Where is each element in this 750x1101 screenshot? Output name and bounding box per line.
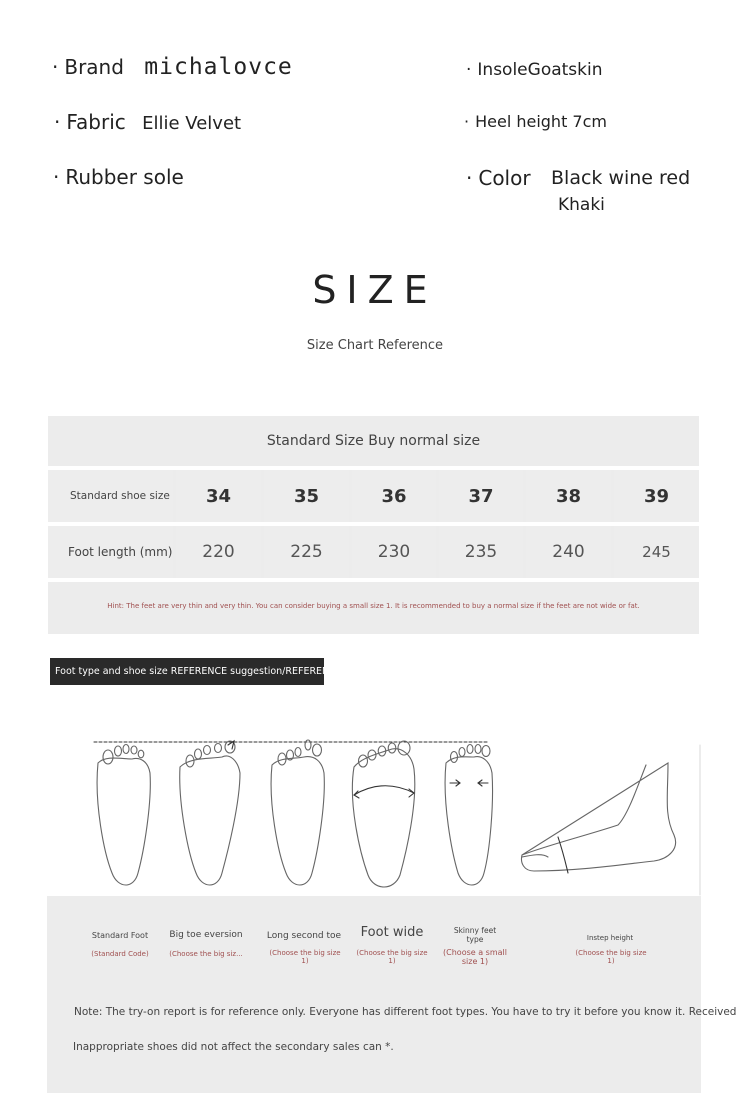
foot-type-label: Instep height (586, 934, 634, 942)
foot-length-value: 235 (464, 542, 498, 562)
brand-label: Brand (64, 55, 124, 79)
foot-length-value: 245 (642, 543, 671, 561)
foot-length-cell (264, 526, 349, 578)
reference-banner: Foot type and shoe size REFERENCE suggestion/REFERENCE (50, 658, 324, 685)
foot-type-sub: (Choose a small size 1) (443, 948, 507, 966)
bullet: · (466, 60, 472, 80)
foot-length-value: 230 (377, 542, 411, 562)
foot-length-value: 240 (552, 542, 585, 562)
spec-fabric (54, 110, 241, 134)
size-value: 37 (468, 485, 494, 507)
foot-length-cell (614, 526, 699, 578)
size-row (48, 470, 699, 522)
foot-type-sub: (Choose the big size 1) (575, 949, 647, 965)
brand-value: michalovce (144, 54, 293, 80)
foot-wide-icon (352, 741, 414, 887)
size-value: 38 (555, 485, 582, 507)
foot-length-cell (352, 526, 436, 578)
spec-insole (466, 60, 603, 80)
size-cell (439, 470, 523, 522)
spec-sole (53, 165, 184, 189)
bullet: · (53, 165, 60, 189)
foot-type-sub: (Standard Code) (91, 950, 149, 958)
foot-types-illustration (48, 735, 702, 897)
foot-type-label: Standard Foot (91, 931, 149, 940)
size-cell (176, 470, 261, 522)
note-line-2: Inappropriate shoes did not affect the secondary sales can *. (73, 1041, 394, 1053)
foot-type-label: Long second toe (266, 931, 342, 941)
foot-type-label: Skinny feet type (453, 926, 497, 944)
foot-length-value: 220 (202, 542, 235, 562)
color-value-1: Black wine red (551, 167, 691, 189)
instep-height-icon (522, 745, 701, 895)
size-cell (352, 470, 436, 522)
size-cell (526, 470, 611, 522)
spec-heel (464, 112, 607, 131)
foot-type-sub: (Choose the big siz... (169, 950, 243, 958)
foot-length-cell (526, 526, 611, 578)
foot-length-value: 225 (290, 542, 323, 562)
color-value-2: Khaki (558, 195, 605, 215)
standard-foot-icon (97, 745, 150, 886)
foot-length-cell (176, 526, 261, 578)
divider (48, 578, 699, 582)
size-table-header: Standard Size Buy normal size (266, 433, 481, 449)
size-value: 35 (293, 485, 320, 507)
size-table (48, 416, 699, 634)
bullet: · (464, 112, 470, 131)
size-cell (614, 470, 699, 522)
foot-type-label: Big toe eversion (169, 930, 243, 940)
note-line-1: Note: The try-on report is for reference only. Everyone has different foot types. You have to try it before you know it. Received (74, 1006, 737, 1018)
big-toe-eversion-icon (180, 741, 240, 885)
size-row-label: Standard shoe size (48, 470, 173, 522)
sole-value: Rubber sole (65, 165, 184, 189)
size-cell (264, 470, 349, 522)
insole-label: Insole (477, 60, 528, 80)
fabric-label: Fabric (66, 110, 126, 134)
size-value: 34 (205, 485, 232, 507)
spec-brand (52, 54, 293, 80)
foot-length-label: Foot length (mm) (48, 526, 173, 578)
heel-value: Heel height 7cm (475, 112, 607, 131)
bullet: · (466, 166, 473, 190)
size-value: 36 (381, 485, 407, 507)
skinny-feet-icon (445, 745, 492, 886)
spec-color (466, 166, 531, 190)
size-hint: Hint: The feet are very thin and very thin. You can consider buying a small size 1. It is recommended to buy a normal size if the feet are not wide or fat. (107, 602, 640, 610)
size-subtitle: Size Chart Reference (306, 338, 444, 353)
foot-type-sub: (Choose the big size 1) (356, 949, 428, 965)
bullet: · (52, 55, 59, 79)
long-second-toe-icon (271, 740, 324, 885)
size-title: SIZE (312, 268, 438, 312)
foot-length-cell (439, 526, 523, 578)
insole-value: Goatskin (527, 60, 603, 80)
foot-length-row (48, 526, 699, 578)
foot-type-sub: (Choose the big size 1) (269, 949, 341, 965)
size-value: 39 (643, 485, 670, 507)
bullet: · (54, 110, 61, 134)
color-label: Color (478, 166, 531, 190)
foot-types-panel (47, 896, 737, 1093)
fabric-value: Ellie Velvet (142, 113, 242, 134)
foot-type-label: Foot wide (360, 925, 424, 940)
